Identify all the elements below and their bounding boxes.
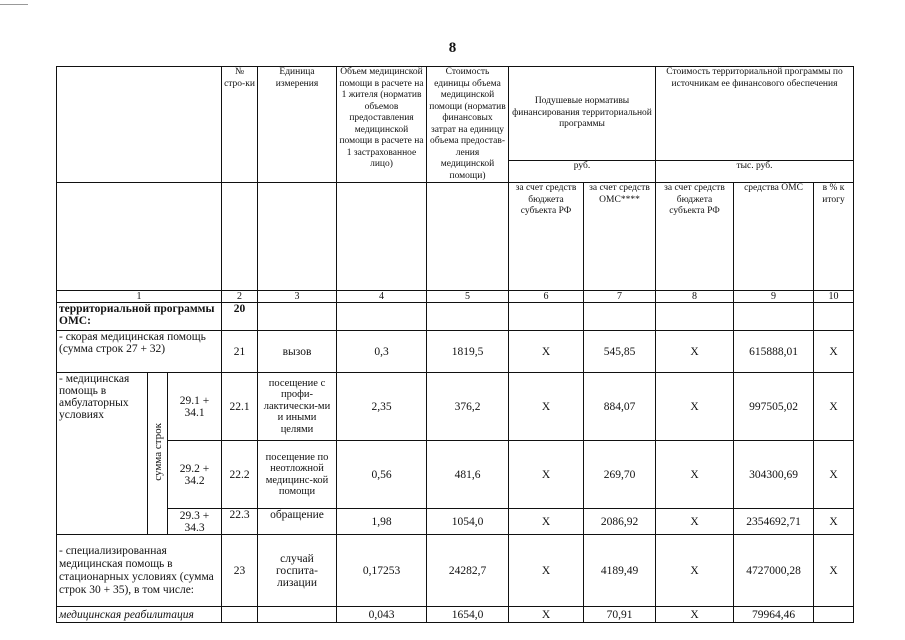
oms-cell: 2086,92 [584, 509, 656, 535]
column-number: 9 [734, 291, 814, 303]
column-number: 8 [656, 291, 734, 303]
cost-cell: 1054,0 [427, 509, 509, 535]
header-blank-5 [337, 183, 427, 291]
header-row-no: № стро-ки [222, 67, 258, 183]
table-row [57, 303, 854, 331]
table-row [57, 509, 854, 535]
oms-total-cell: 615888,01 [734, 331, 814, 373]
percent-cell: X [814, 509, 854, 535]
row-number: 22.3 [222, 509, 258, 535]
budget-total-cell: X [656, 607, 734, 623]
row-label: территориальной программы ОМС: [57, 303, 222, 331]
row-number: 22.2 [222, 441, 258, 509]
volume-cell: 1,98 [337, 509, 427, 535]
page-number: 8 [448, 40, 457, 56]
cost-cell: 481,6 [427, 441, 509, 509]
program-cost-table [56, 66, 854, 623]
header-oms: за счет средств ОМС**** [584, 183, 656, 291]
header-program-cost: Стоимость территориальной программы по источникам ее финансового обеспечения [656, 67, 854, 161]
oms-total-cell: 4727000,28 [734, 535, 814, 607]
oms-cell: 545,85 [584, 331, 656, 373]
header-rub: руб. [509, 160, 656, 182]
column-number: 5 [427, 291, 509, 303]
column-number: 7 [584, 291, 656, 303]
oms-total-cell: 304300,69 [734, 441, 814, 509]
budget-total-cell: X [656, 441, 734, 509]
table-row [57, 331, 854, 373]
header-blank-6 [427, 183, 509, 291]
header-volume: Объем медицинской помощи в расчете на 1 жителя (норматив объемов предоставления медицинской помощи в расчете на 1 застрахованное лицо) [337, 67, 427, 183]
budget-cell: X [509, 441, 584, 509]
budget-total-cell: X [656, 331, 734, 373]
header-budget-rf: за счет средств бюджета субъекта РФ [509, 183, 584, 291]
header-budget-rf-2: за счет средств бюджета субъекта РФ [656, 183, 734, 291]
row-label: - специализированная медицинская помощь в стационарных условиях (сумма строк 30 + 35), в том числе: [57, 535, 222, 607]
unit-cell: вызов [258, 331, 337, 373]
unit-cell: посещение по неотложной медицинс-кой помощи [258, 441, 337, 509]
sum-rows-label: сумма строк [151, 423, 164, 481]
row-number: 21 [222, 331, 258, 373]
percent-cell: X [814, 331, 854, 373]
budget-total-cell: X [656, 509, 734, 535]
header-thousand-rub: тыс. руб. [656, 160, 854, 182]
unit-cell: случай госпита-лизации [258, 535, 337, 607]
percent-cell: X [814, 373, 854, 441]
oms-cell: 269,70 [584, 441, 656, 509]
header-per-capita: Подушевые нормативы финансирования территориальной программы [509, 67, 656, 161]
percent-cell: X [814, 535, 854, 607]
row-label: - скорая медицинская помощь (сумма строк 27 + 32) [57, 331, 222, 373]
unit-cell: обращение [258, 509, 337, 535]
row-number: 20 [222, 303, 258, 331]
percent-cell: X [814, 441, 854, 509]
column-number: 10 [814, 291, 854, 303]
row-label: медицинская реабилитация [57, 607, 222, 623]
cost-cell: 24282,7 [427, 535, 509, 607]
budget-total-cell: X [656, 373, 734, 441]
sum-formula: 29.3 + 34.3 [168, 509, 222, 535]
sum-rows-cell [148, 373, 168, 535]
cost-cell: 1654,0 [427, 607, 509, 623]
table-row [57, 607, 854, 623]
oms-cell: 884,07 [584, 373, 656, 441]
header-blank [57, 67, 222, 183]
budget-cell: X [509, 373, 584, 441]
sum-formula: 29.2 + 34.2 [168, 441, 222, 509]
row-label: - медицинская помощь в амбулаторных условиях [57, 373, 148, 535]
scan-mark [0, 4, 28, 5]
table-row [57, 535, 854, 607]
volume-cell: 0,3 [337, 331, 427, 373]
cost-cell: 376,2 [427, 373, 509, 441]
oms-cell: 70,91 [584, 607, 656, 623]
column-number: 3 [258, 291, 337, 303]
table-row [57, 373, 854, 441]
column-number: 4 [337, 291, 427, 303]
header-blank-3 [222, 183, 258, 291]
cost-cell: 1819,5 [427, 331, 509, 373]
budget-cell: X [509, 535, 584, 607]
volume-cell: 0,56 [337, 441, 427, 509]
column-number: 6 [509, 291, 584, 303]
row-number: 23 [222, 535, 258, 607]
budget-cell: X [509, 331, 584, 373]
oms-total-cell: 997505,02 [734, 373, 814, 441]
table-row [57, 441, 854, 509]
volume-cell: 0,043 [337, 607, 427, 623]
header-unit: Единица измерения [258, 67, 337, 183]
unit-cell: посещение с профи-лактически-ми и иными целями [258, 373, 337, 441]
row-number: 22.1 [222, 373, 258, 441]
oms-cell: 4189,49 [584, 535, 656, 607]
header-blank-4 [258, 183, 337, 291]
header-oms-2: средства ОМС [734, 183, 814, 291]
oms-total-cell: 2354692,71 [734, 509, 814, 535]
header-blank-2 [57, 183, 222, 291]
header-cost: Стоимость единицы объема медицинской помощи (норматив финансовых затрат на единицу объема предостав-ления медицинской помощи) [427, 67, 509, 183]
budget-cell: X [509, 509, 584, 535]
column-number: 2 [222, 291, 258, 303]
header-percent: в % к итогу [814, 183, 854, 291]
volume-cell: 0,17253 [337, 535, 427, 607]
oms-total-cell: 79964,46 [734, 607, 814, 623]
volume-cell: 2,35 [337, 373, 427, 441]
budget-total-cell: X [656, 535, 734, 607]
column-number: 1 [57, 291, 222, 303]
budget-cell: X [509, 607, 584, 623]
sum-formula: 29.1 + 34.1 [168, 373, 222, 441]
